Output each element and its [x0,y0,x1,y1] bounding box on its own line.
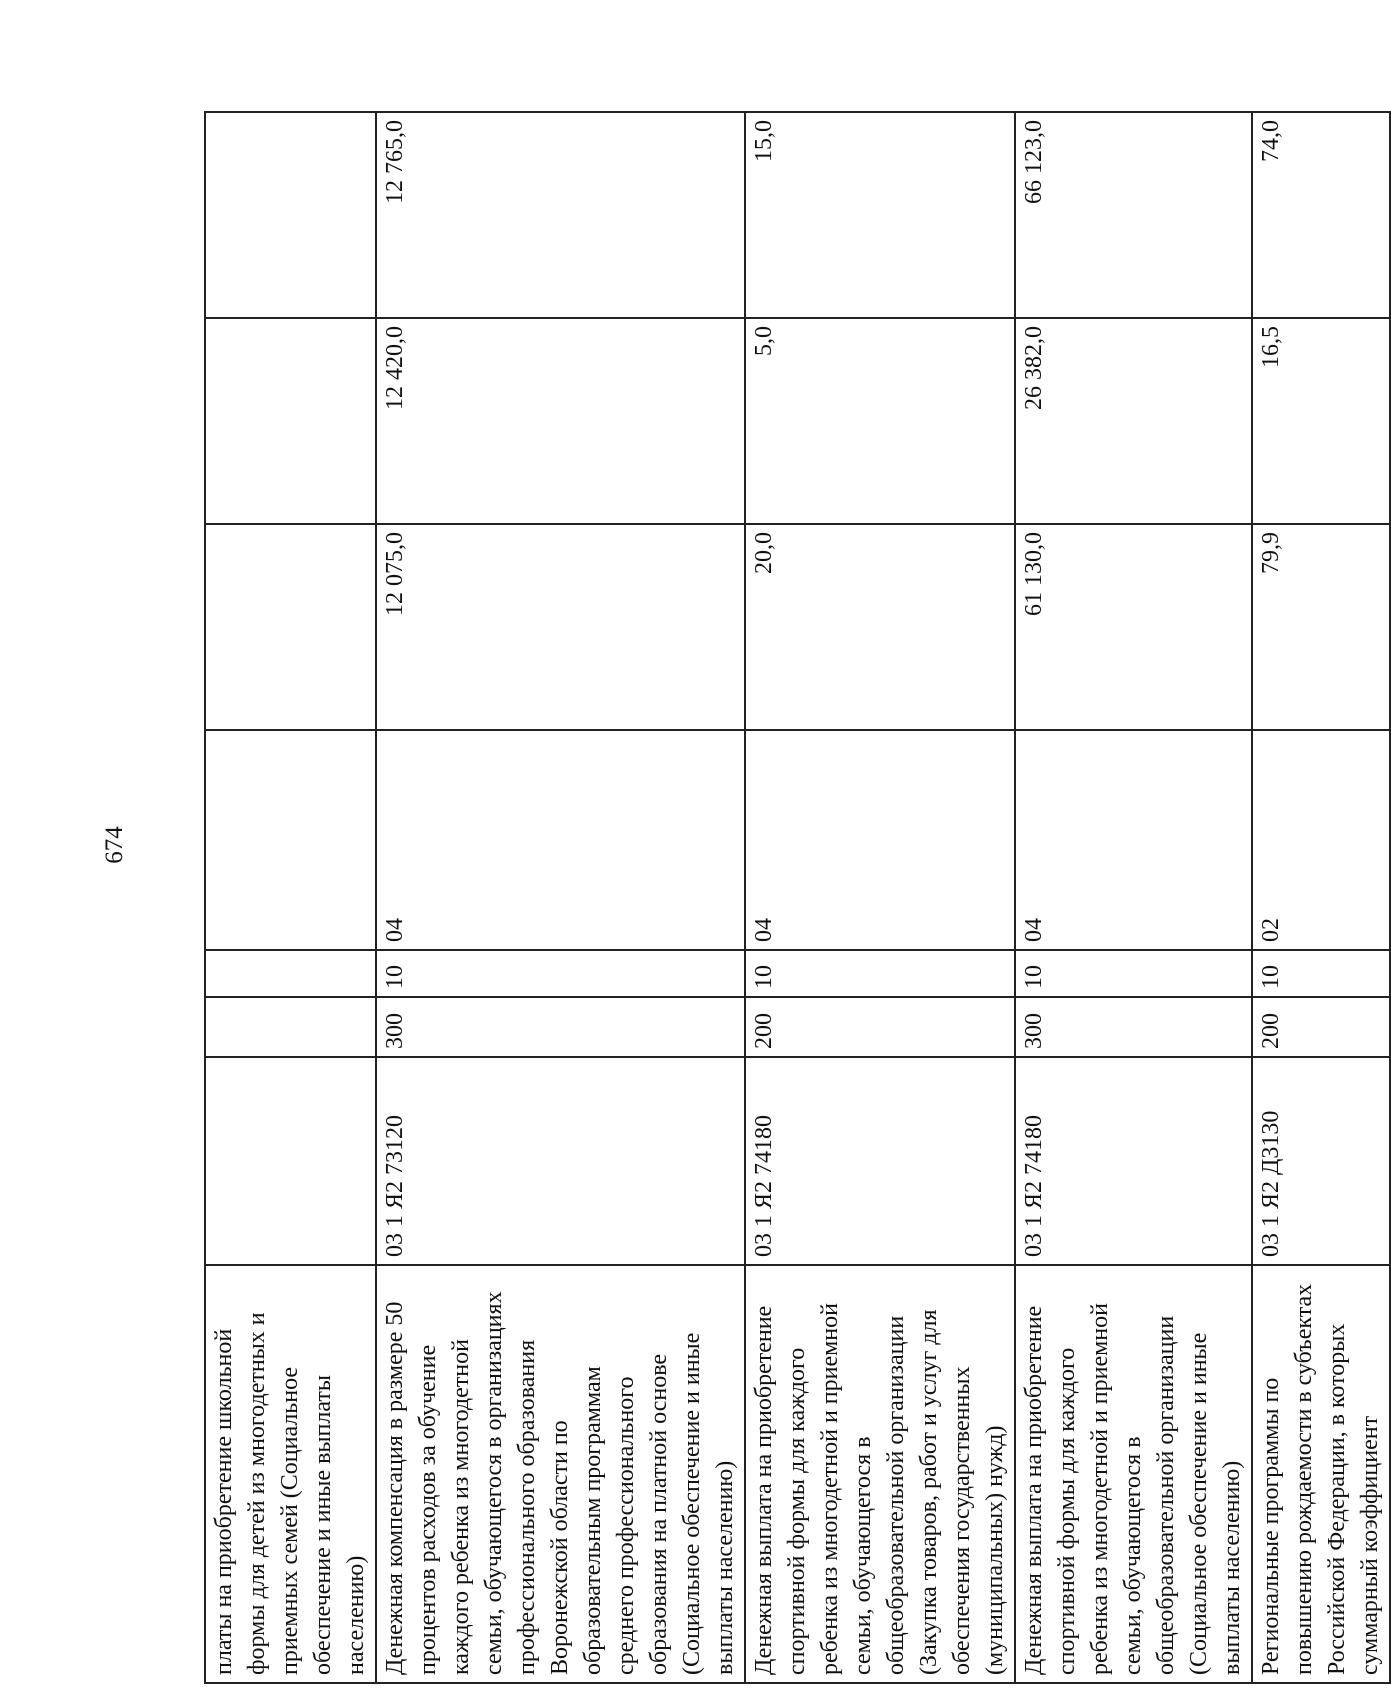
cell-section [205,950,376,997]
cell-name: платы на приобретение школьной формы для детей из многодетных и приемных семей (Социальное обеспечение и иные выплаты населению) [205,1265,376,1683]
cell-name: Денежная выплата на приобретение спортивной формы для каждого ребенка из многодетной и приемной семьи, обучающегося в общеобразовательной организации (Социальное обеспечение и иные выплаты населению) [1015,1265,1252,1683]
table-row [1015,112,1252,1683]
cell-amount-year-3: 12 765,0 [376,112,745,318]
cell-amount-year-1: 79,9 [1252,524,1390,730]
cell-target-code: 03 1 Я2 74180 [1015,1057,1252,1265]
cell-name: Денежная выплата на приобретение спортивной формы для каждого ребенка из многодетной и приемной семьи, обучающегося в общеобразовательной организации (Закупка товаров, работ и услуг для обеспечения государственных (муниципальных) нужд) [745,1265,1015,1683]
cell-amount-year-2 [205,318,376,524]
cell-expense-type: 300 [1015,997,1252,1057]
cell-amount-year-1 [205,524,376,730]
table-row [205,112,376,1683]
cell-subsection [205,730,376,950]
cell-expense-type: 300 [376,997,745,1057]
cell-target-code: 03 1 Я2 73120 [376,1057,745,1265]
cell-name: Денежная компенсация в размере 50 процентов расходов за обучение каждого ребенка из многодетной семьи, обучающегося в организациях профессионального образования Воронежской области по образовательным программам среднего профессионального образования на платной основе (Социальное обеспечение и иные выплаты населению) [376,1265,745,1683]
cell-subsection: 04 [745,730,1015,950]
cell-section: 10 [1252,950,1390,997]
cell-amount-year-3: 15,0 [745,112,1015,318]
table-row [1252,112,1390,1683]
cell-amount-year-3 [205,112,376,318]
table-row [745,112,1015,1683]
cell-subsection: 02 [1252,730,1390,950]
cell-amount-year-1: 61 130,0 [1015,524,1252,730]
cell-amount-year-1: 12 075,0 [376,524,745,730]
cell-expense-type [205,997,376,1057]
cell-amount-year-2: 16,5 [1252,318,1390,524]
cell-amount-year-3: 74,0 [1252,112,1390,318]
cell-subsection: 04 [376,730,745,950]
cell-section: 10 [745,950,1015,997]
cell-target-code: 03 1 Я2 74180 [745,1057,1015,1265]
budget-table-wrapper [204,113,1383,1684]
cell-section: 10 [376,950,745,997]
cell-amount-year-2: 5,0 [745,318,1015,524]
cell-subsection: 04 [1015,730,1252,950]
cell-expense-type: 200 [745,997,1015,1057]
cell-name: Региональные программы по повышению рождаемости в субъектах Российской Федерации, в которых суммарный коэффициент [1252,1265,1390,1683]
cell-amount-year-3: 66 123,0 [1015,112,1252,318]
cell-amount-year-2: 12 420,0 [376,318,745,524]
cell-section: 10 [1015,950,1252,997]
cell-target-code: 03 1 Я2 Д3130 [1252,1057,1390,1265]
page-number: 674 [101,826,128,864]
cell-amount-year-2: 26 382,0 [1015,318,1252,524]
budget-table [204,111,1391,1684]
cell-target-code [205,1057,376,1265]
cell-amount-year-1: 20,0 [745,524,1015,730]
table-row [376,112,745,1683]
cell-expense-type: 200 [1252,997,1390,1057]
